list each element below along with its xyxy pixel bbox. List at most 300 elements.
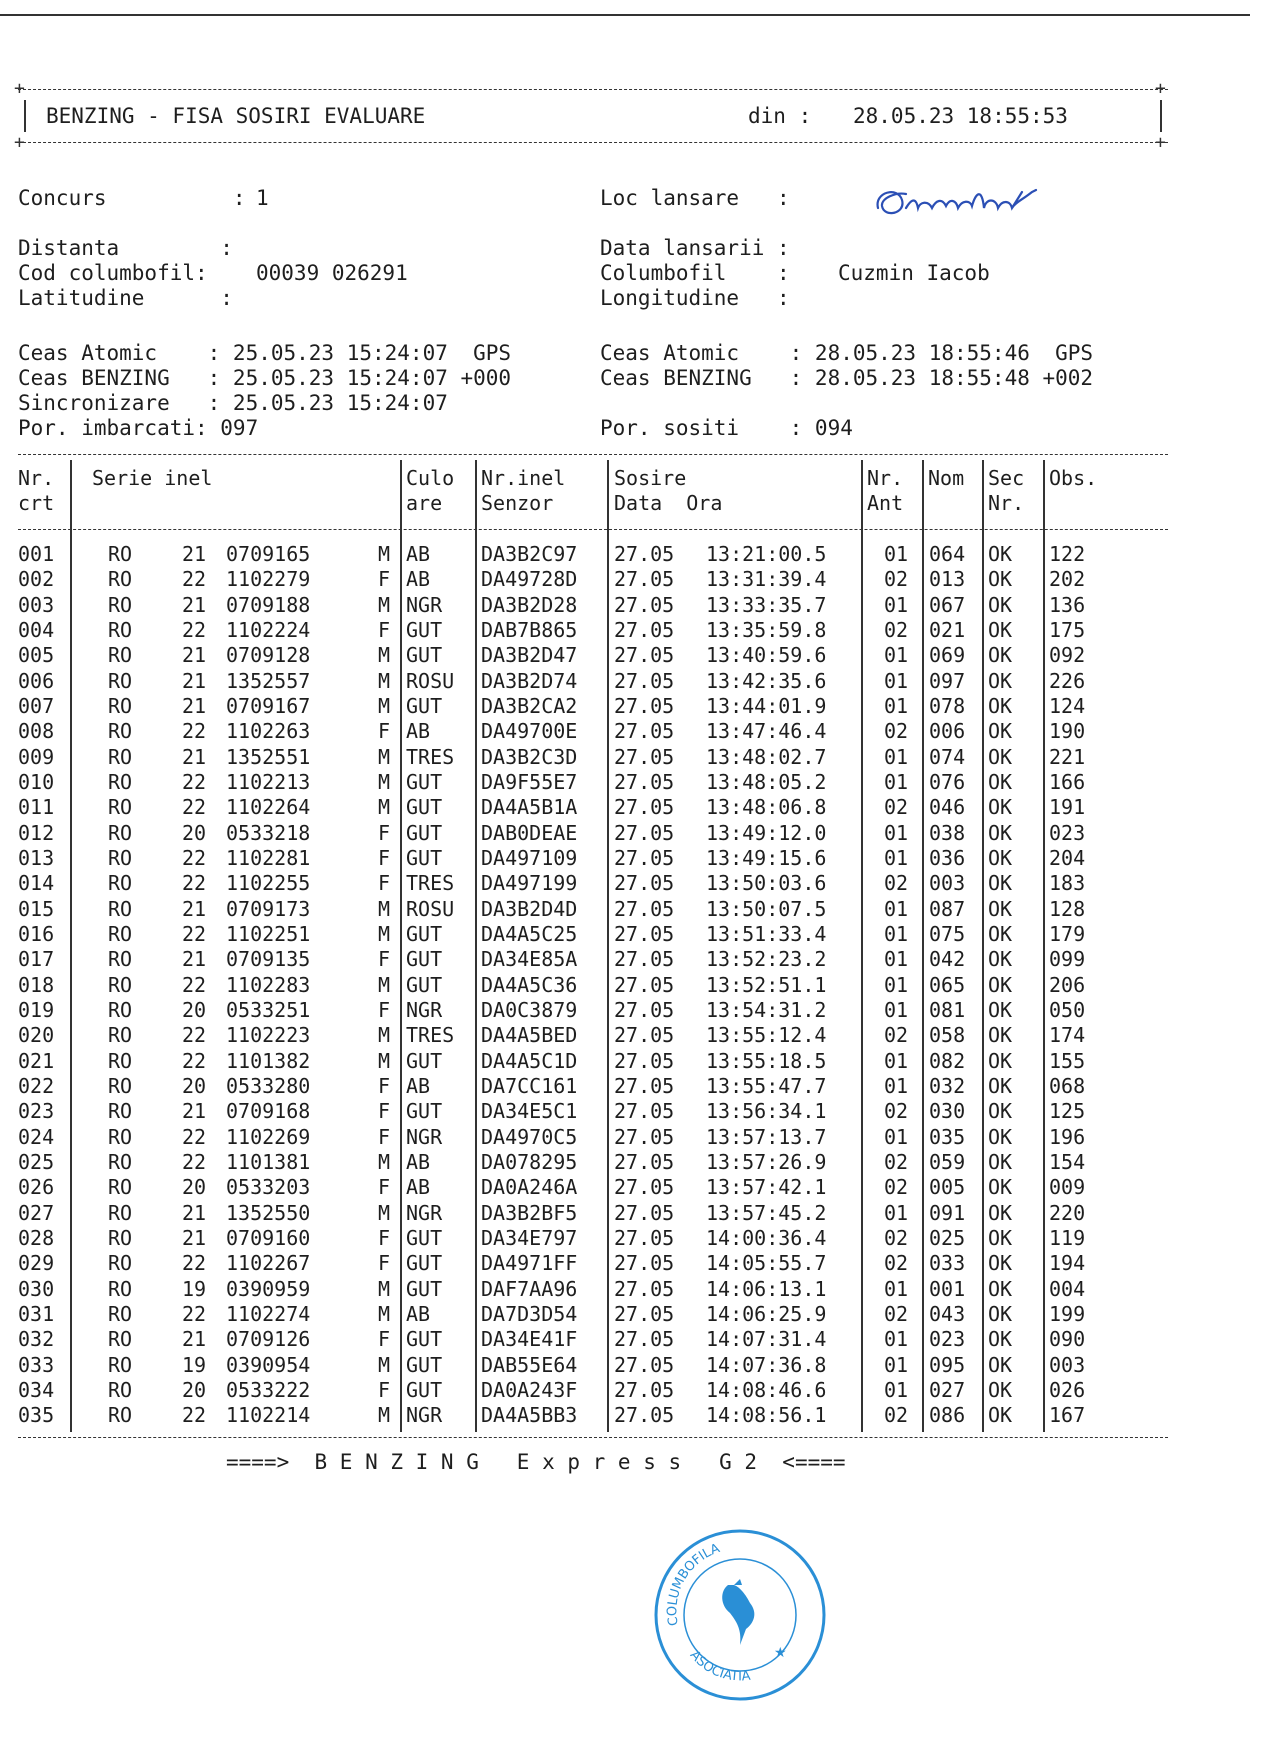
cell-nom: 078 [929, 693, 966, 718]
table-row [0, 1074, 1276, 1099]
table-row [0, 846, 1276, 871]
cell-nom: 081 [929, 997, 966, 1022]
cell-nr-crt: 004 [18, 617, 55, 642]
cell-nom: 097 [929, 668, 966, 693]
cell-sensor: DA0A243F [481, 1377, 578, 1402]
cell-nr-ant: 01 [884, 769, 909, 794]
cell-sensor: DA9F55E7 [481, 769, 578, 794]
cell-nr-ant: 02 [884, 1225, 909, 1250]
cell-nr-ant: 01 [884, 1327, 909, 1352]
cell-arrival-date: 27.05 [614, 693, 675, 718]
cell-sec: OK [988, 1175, 1013, 1200]
cell-nr-crt: 008 [18, 719, 55, 744]
cell-sensor: DA4A5C36 [481, 972, 578, 997]
cell-color: GUT [406, 845, 443, 870]
table-row [0, 745, 1276, 770]
cell-sec: OK [988, 972, 1013, 997]
cell-country: RO [108, 1251, 133, 1276]
cell-nr-crt: 001 [18, 542, 55, 566]
cell-obs: 124 [1049, 693, 1086, 718]
cell-nr-ant: 01 [884, 1124, 909, 1149]
cell-sensor: DA34E85A [481, 947, 578, 972]
cell-year: 21 [182, 1200, 207, 1225]
col-header-culoare-2: are [406, 491, 443, 515]
cell-arrival-time: 13:49:15.6 [706, 845, 827, 870]
cell-country: RO [108, 1073, 133, 1098]
cell-arrival-date: 27.05 [614, 845, 675, 870]
cell-year: 21 [182, 1225, 207, 1250]
col-header-nr-ant-1: Nr. [867, 466, 904, 490]
cell-year: 19 [182, 1352, 207, 1377]
cell-sex: F [378, 1225, 391, 1250]
cell-nom: 032 [929, 1073, 966, 1098]
cell-sensor: DA497109 [481, 845, 578, 870]
cell-sec: OK [988, 1099, 1013, 1124]
cell-nom: 064 [929, 542, 966, 566]
cell-arrival-time: 14:06:25.9 [706, 1301, 827, 1326]
cell-sec: OK [988, 719, 1013, 744]
cell-nom: 043 [929, 1301, 966, 1326]
cell-sensor: DA4A5BB3 [481, 1403, 578, 1428]
cell-arrival-date: 27.05 [614, 820, 675, 845]
cell-nr-ant: 01 [884, 744, 909, 769]
cell-arrival-time: 13:55:12.4 [706, 1023, 827, 1048]
cell-sex: M [378, 744, 391, 769]
cell-arrival-date: 27.05 [614, 1327, 675, 1352]
cell-nom: 074 [929, 744, 966, 769]
cell-arrival-date: 27.05 [614, 542, 675, 566]
cell-sex: M [378, 693, 391, 718]
cell-arrival-time: 13:57:13.7 [706, 1124, 827, 1149]
cell-nom: 033 [929, 1251, 966, 1276]
longitudine-label: Longitudine : [600, 286, 790, 310]
cell-nr-ant: 02 [884, 1403, 909, 1428]
cell-sex: F [378, 617, 391, 642]
table-row [0, 1023, 1276, 1048]
cell-color: GUT [406, 1099, 443, 1124]
cell-sensor: DA497199 [481, 871, 578, 896]
cell-color: AB [406, 719, 431, 744]
cell-nom: 027 [929, 1377, 966, 1402]
cell-sensor: DA3B2CA2 [481, 693, 578, 718]
cell-year: 21 [182, 668, 207, 693]
cell-nr-crt: 025 [18, 1149, 55, 1174]
cell-year: 22 [182, 769, 207, 794]
cell-arrival-time: 13:55:18.5 [706, 1048, 827, 1073]
table-row [0, 1327, 1276, 1352]
cell-nr-ant: 01 [884, 896, 909, 921]
cell-sec: OK [988, 1124, 1013, 1149]
table-row [0, 1251, 1276, 1276]
cell-country: RO [108, 921, 133, 946]
cell-country: RO [108, 1099, 133, 1124]
cell-nr-ant: 01 [884, 1073, 909, 1098]
cell-sensor: DA49700E [481, 719, 578, 744]
cell-sex: M [378, 592, 391, 617]
cell-year: 22 [182, 1251, 207, 1276]
latitudine-label: Latitudine : [18, 286, 233, 310]
cell-nr-ant: 01 [884, 1048, 909, 1073]
cell-country: RO [108, 1048, 133, 1073]
cell-obs: 004 [1049, 1276, 1086, 1301]
cell-sec: OK [988, 1200, 1013, 1225]
pigeon-icon [722, 1579, 754, 1645]
stamp-text-top: COLUMBOFILA [665, 1541, 722, 1627]
cell-color: GUT [406, 921, 443, 946]
cell-sex: F [378, 719, 391, 744]
cell-obs: 026 [1049, 1377, 1086, 1402]
cell-ring-number: 1102213 [226, 769, 311, 794]
cell-obs: 090 [1049, 1327, 1086, 1352]
cell-obs: 068 [1049, 1073, 1086, 1098]
cell-nom: 095 [929, 1352, 966, 1377]
cell-sensor: DAB0DEAE [481, 820, 578, 845]
cell-sec: OK [988, 1023, 1013, 1048]
cell-sec: OK [988, 947, 1013, 972]
cell-year: 22 [182, 1149, 207, 1174]
cell-ring-number: 0533222 [226, 1377, 311, 1402]
cell-sex: M [378, 1200, 391, 1225]
footer-benzing-express: ====> B E N Z I N G E x p r e s s G 2 <==== [226, 1450, 846, 1474]
cell-arrival-date: 27.05 [614, 1200, 675, 1225]
cell-obs: 092 [1049, 643, 1086, 668]
concurs-value: 1 [256, 186, 269, 210]
col-header-nr: Nr. [18, 466, 55, 490]
stamp-text-bottom: ASOCIATIA [686, 1647, 752, 1685]
cell-nr-crt: 005 [18, 643, 55, 668]
cell-nom: 046 [929, 795, 966, 820]
cell-nr-crt: 030 [18, 1276, 55, 1301]
col-header-sosire: Sosire [614, 466, 687, 490]
cell-year: 22 [182, 871, 207, 896]
cell-nom: 076 [929, 769, 966, 794]
cell-arrival-date: 27.05 [614, 1124, 675, 1149]
cell-country: RO [108, 1149, 133, 1174]
cell-country: RO [108, 542, 133, 566]
cell-nr-crt: 027 [18, 1200, 55, 1225]
table-row [0, 1099, 1276, 1124]
cell-year: 22 [182, 1124, 207, 1149]
cell-color: GUT [406, 769, 443, 794]
cell-country: RO [108, 693, 133, 718]
cell-arrival-time: 13:52:51.1 [706, 972, 827, 997]
col-header-serie-inel: Serie inel [92, 466, 213, 490]
columbofil-label: Columbofil : [600, 261, 790, 285]
cell-country: RO [108, 845, 133, 870]
cell-obs: 202 [1049, 567, 1086, 592]
cell-arrival-time: 13:57:45.2 [706, 1200, 827, 1225]
cell-ring-number: 0709173 [226, 896, 311, 921]
col-header-obs: Obs. [1049, 466, 1098, 490]
col-header-sec-2: Nr. [988, 491, 1025, 515]
cell-color: GUT [406, 617, 443, 642]
cell-arrival-time: 13:47:46.4 [706, 719, 827, 744]
cell-arrival-date: 27.05 [614, 1149, 675, 1174]
table-row [0, 542, 1276, 567]
cell-nom: 035 [929, 1124, 966, 1149]
cell-ring-number: 1102269 [226, 1124, 311, 1149]
cell-sex: M [378, 643, 391, 668]
cell-sex: M [378, 921, 391, 946]
cell-ring-number: 0533203 [226, 1175, 311, 1200]
cell-sensor: DA7CC161 [481, 1073, 578, 1098]
association-stamp [650, 1525, 830, 1705]
cell-color: GUT [406, 972, 443, 997]
cell-ring-number: 0709135 [226, 947, 311, 972]
cell-year: 19 [182, 1276, 207, 1301]
cell-obs: 226 [1049, 668, 1086, 693]
cell-sex: F [378, 1251, 391, 1276]
cell-nr-ant: 02 [884, 617, 909, 642]
table-row [0, 1353, 1276, 1378]
cell-country: RO [108, 567, 133, 592]
table-row [0, 1150, 1276, 1175]
cell-nom: 091 [929, 1200, 966, 1225]
cell-year: 21 [182, 744, 207, 769]
cell-color: GUT [406, 795, 443, 820]
cell-obs: 174 [1049, 1023, 1086, 1048]
cell-ring-number: 0390959 [226, 1276, 311, 1301]
cell-year: 22 [182, 1023, 207, 1048]
cell-obs: 190 [1049, 719, 1086, 744]
cell-ring-number: 1102263 [226, 719, 311, 744]
cell-nr-ant: 01 [884, 845, 909, 870]
col-header-data-ora: Data Ora [614, 491, 723, 515]
cell-arrival-time: 13:50:07.5 [706, 896, 827, 921]
cell-country: RO [108, 795, 133, 820]
cell-obs: 125 [1049, 1099, 1086, 1124]
cell-obs: 194 [1049, 1251, 1086, 1276]
cell-sec: OK [988, 744, 1013, 769]
cell-arrival-time: 13:54:31.2 [706, 997, 827, 1022]
cell-arrival-date: 27.05 [614, 1301, 675, 1326]
cell-arrival-time: 14:07:36.8 [706, 1352, 827, 1377]
cell-ring-number: 0709188 [226, 592, 311, 617]
cell-country: RO [108, 1124, 133, 1149]
cell-sec: OK [988, 1149, 1013, 1174]
cell-nom: 058 [929, 1023, 966, 1048]
cell-color: ROSU [406, 896, 455, 921]
cell-country: RO [108, 1023, 133, 1048]
cell-arrival-date: 27.05 [614, 1023, 675, 1048]
report-date-label: din : [748, 104, 812, 128]
cell-nom: 013 [929, 567, 966, 592]
cell-arrival-date: 27.05 [614, 567, 675, 592]
cell-nom: 030 [929, 1099, 966, 1124]
ceas-atomic-end: Ceas Atomic : 28.05.23 18:55:46 GPS [600, 341, 1094, 365]
cell-ring-number: 1352551 [226, 744, 311, 769]
cell-arrival-date: 27.05 [614, 668, 675, 693]
cell-arrival-date: 27.05 [614, 1099, 675, 1124]
cell-color: TRES [406, 871, 455, 896]
table-row [0, 998, 1276, 1023]
cell-nr-crt: 015 [18, 896, 55, 921]
report-title: BENZING - FISA SOSIRI EVALUARE [46, 104, 426, 128]
cell-arrival-date: 27.05 [614, 1251, 675, 1276]
col-header-crt: crt [18, 491, 55, 515]
report-date-value: 28.05.23 18:55:53 [853, 104, 1068, 128]
cell-year: 21 [182, 1099, 207, 1124]
cell-sex: M [378, 795, 391, 820]
sincronizare: Sincronizare : 25.05.23 15:24:07 [18, 391, 448, 415]
cell-ring-number: 0533218 [226, 820, 311, 845]
cell-nr-ant: 02 [884, 795, 909, 820]
cell-country: RO [108, 1327, 133, 1352]
cell-arrival-time: 14:08:56.1 [706, 1403, 827, 1428]
cell-sec: OK [988, 795, 1013, 820]
table-row [0, 770, 1276, 795]
cell-ring-number: 0533280 [226, 1073, 311, 1098]
cell-sec: OK [988, 1327, 1013, 1352]
cell-obs: 175 [1049, 617, 1086, 642]
cell-nom: 065 [929, 972, 966, 997]
cell-nr-crt: 010 [18, 769, 55, 794]
cell-ring-number: 1102283 [226, 972, 311, 997]
cell-obs: 167 [1049, 1403, 1086, 1428]
cell-arrival-time: 13:55:47.7 [706, 1073, 827, 1098]
cell-ring-number: 1352557 [226, 668, 311, 693]
table-row [0, 1226, 1276, 1251]
cell-arrival-date: 27.05 [614, 769, 675, 794]
cell-arrival-time: 14:00:36.4 [706, 1225, 827, 1250]
cell-sex: F [378, 1377, 391, 1402]
cell-ring-number: 1102279 [226, 567, 311, 592]
cell-arrival-date: 27.05 [614, 1352, 675, 1377]
cell-color: AB [406, 567, 431, 592]
cell-arrival-date: 27.05 [614, 921, 675, 946]
cell-country: RO [108, 668, 133, 693]
cell-nr-ant: 02 [884, 1301, 909, 1326]
cell-sensor: DA3B2D47 [481, 643, 578, 668]
cell-sensor: DA4A5C1D [481, 1048, 578, 1073]
cell-sex: M [378, 668, 391, 693]
cell-arrival-time: 14:06:13.1 [706, 1276, 827, 1301]
cell-nr-ant: 02 [884, 1251, 909, 1276]
cell-sex: F [378, 871, 391, 896]
cell-year: 22 [182, 1301, 207, 1326]
cell-ring-number: 0709168 [226, 1099, 311, 1124]
cell-arrival-date: 27.05 [614, 972, 675, 997]
cell-sex: F [378, 947, 391, 972]
cell-country: RO [108, 1276, 133, 1301]
cell-ring-number: 0709167 [226, 693, 311, 718]
cell-sensor: DA078295 [481, 1149, 578, 1174]
cell-sec: OK [988, 997, 1013, 1022]
table-row [0, 1175, 1276, 1200]
cell-nom: 021 [929, 617, 966, 642]
col-header-sec-1: Sec [988, 466, 1025, 490]
cell-arrival-date: 27.05 [614, 947, 675, 972]
cell-sec: OK [988, 1352, 1013, 1377]
col-header-nr-ant-2: Ant [867, 491, 904, 515]
cell-nr-crt: 018 [18, 972, 55, 997]
cell-nr-ant: 02 [884, 1099, 909, 1124]
cod-columbofil-value: 00039 026291 [256, 261, 408, 285]
cell-ring-number: 0709165 [226, 542, 311, 566]
cell-sex: M [378, 896, 391, 921]
cell-nom: 075 [929, 921, 966, 946]
cell-arrival-date: 27.05 [614, 1073, 675, 1098]
cell-nr-crt: 011 [18, 795, 55, 820]
loc-lansare-label: Loc lansare : [600, 186, 790, 210]
cell-nr-ant: 01 [884, 668, 909, 693]
table-row [0, 694, 1276, 719]
cell-sex: M [378, 542, 391, 566]
cell-color: ROSU [406, 668, 455, 693]
corner-mark: + [1155, 132, 1166, 153]
cell-color: AB [406, 1149, 431, 1174]
cell-arrival-date: 27.05 [614, 744, 675, 769]
table-row [0, 1378, 1276, 1403]
cell-year: 20 [182, 1377, 207, 1402]
cod-columbofil-label: Cod columbofil: [18, 261, 208, 285]
cell-country: RO [108, 617, 133, 642]
cell-sensor: DA3B2C97 [481, 542, 578, 566]
table-row [0, 719, 1276, 744]
cell-sex: F [378, 1175, 391, 1200]
cell-ring-number: 0709126 [226, 1327, 311, 1352]
cell-sex: F [378, 997, 391, 1022]
cell-sensor: DA34E797 [481, 1225, 578, 1250]
cell-color: TRES [406, 744, 455, 769]
cell-nr-crt: 033 [18, 1352, 55, 1377]
cell-color: GUT [406, 1225, 443, 1250]
cell-country: RO [108, 820, 133, 845]
cell-sex: M [378, 1048, 391, 1073]
cell-sex: F [378, 820, 391, 845]
cell-year: 22 [182, 719, 207, 744]
cell-arrival-date: 27.05 [614, 1276, 675, 1301]
cell-arrival-time: 14:07:31.4 [706, 1327, 827, 1352]
cell-color: AB [406, 1175, 431, 1200]
cell-nom: 042 [929, 947, 966, 972]
cell-year: 21 [182, 693, 207, 718]
cell-sex: F [378, 1099, 391, 1124]
cell-sex: M [378, 1023, 391, 1048]
table-row [0, 593, 1276, 618]
col-header-senzor: Senzor [481, 491, 554, 515]
cell-ring-number: 0709160 [226, 1225, 311, 1250]
cell-country: RO [108, 896, 133, 921]
cell-country: RO [108, 744, 133, 769]
cell-ring-number: 1102274 [226, 1301, 311, 1326]
cell-sec: OK [988, 668, 1013, 693]
cell-obs: 199 [1049, 1301, 1086, 1326]
cell-sex: F [378, 567, 391, 592]
cell-arrival-date: 27.05 [614, 1225, 675, 1250]
cell-sensor: DAB55E64 [481, 1352, 578, 1377]
cell-color: GUT [406, 1377, 443, 1402]
cell-sec: OK [988, 542, 1013, 566]
cell-color: GUT [406, 947, 443, 972]
cell-country: RO [108, 947, 133, 972]
distanta-label: Distanta : [18, 236, 233, 260]
cell-nr-ant: 01 [884, 592, 909, 617]
cell-arrival-time: 13:48:06.8 [706, 795, 827, 820]
cell-arrival-date: 27.05 [614, 643, 675, 668]
cell-nr-crt: 017 [18, 947, 55, 972]
cell-sex: F [378, 1124, 391, 1149]
table-row [0, 1125, 1276, 1150]
cell-country: RO [108, 769, 133, 794]
cell-sec: OK [988, 896, 1013, 921]
col-header-nom: Nom [928, 466, 965, 490]
cell-sec: OK [988, 871, 1013, 896]
corner-mark: + [1155, 78, 1166, 99]
cell-arrival-date: 27.05 [614, 871, 675, 896]
table-row [0, 897, 1276, 922]
table-row [0, 871, 1276, 896]
